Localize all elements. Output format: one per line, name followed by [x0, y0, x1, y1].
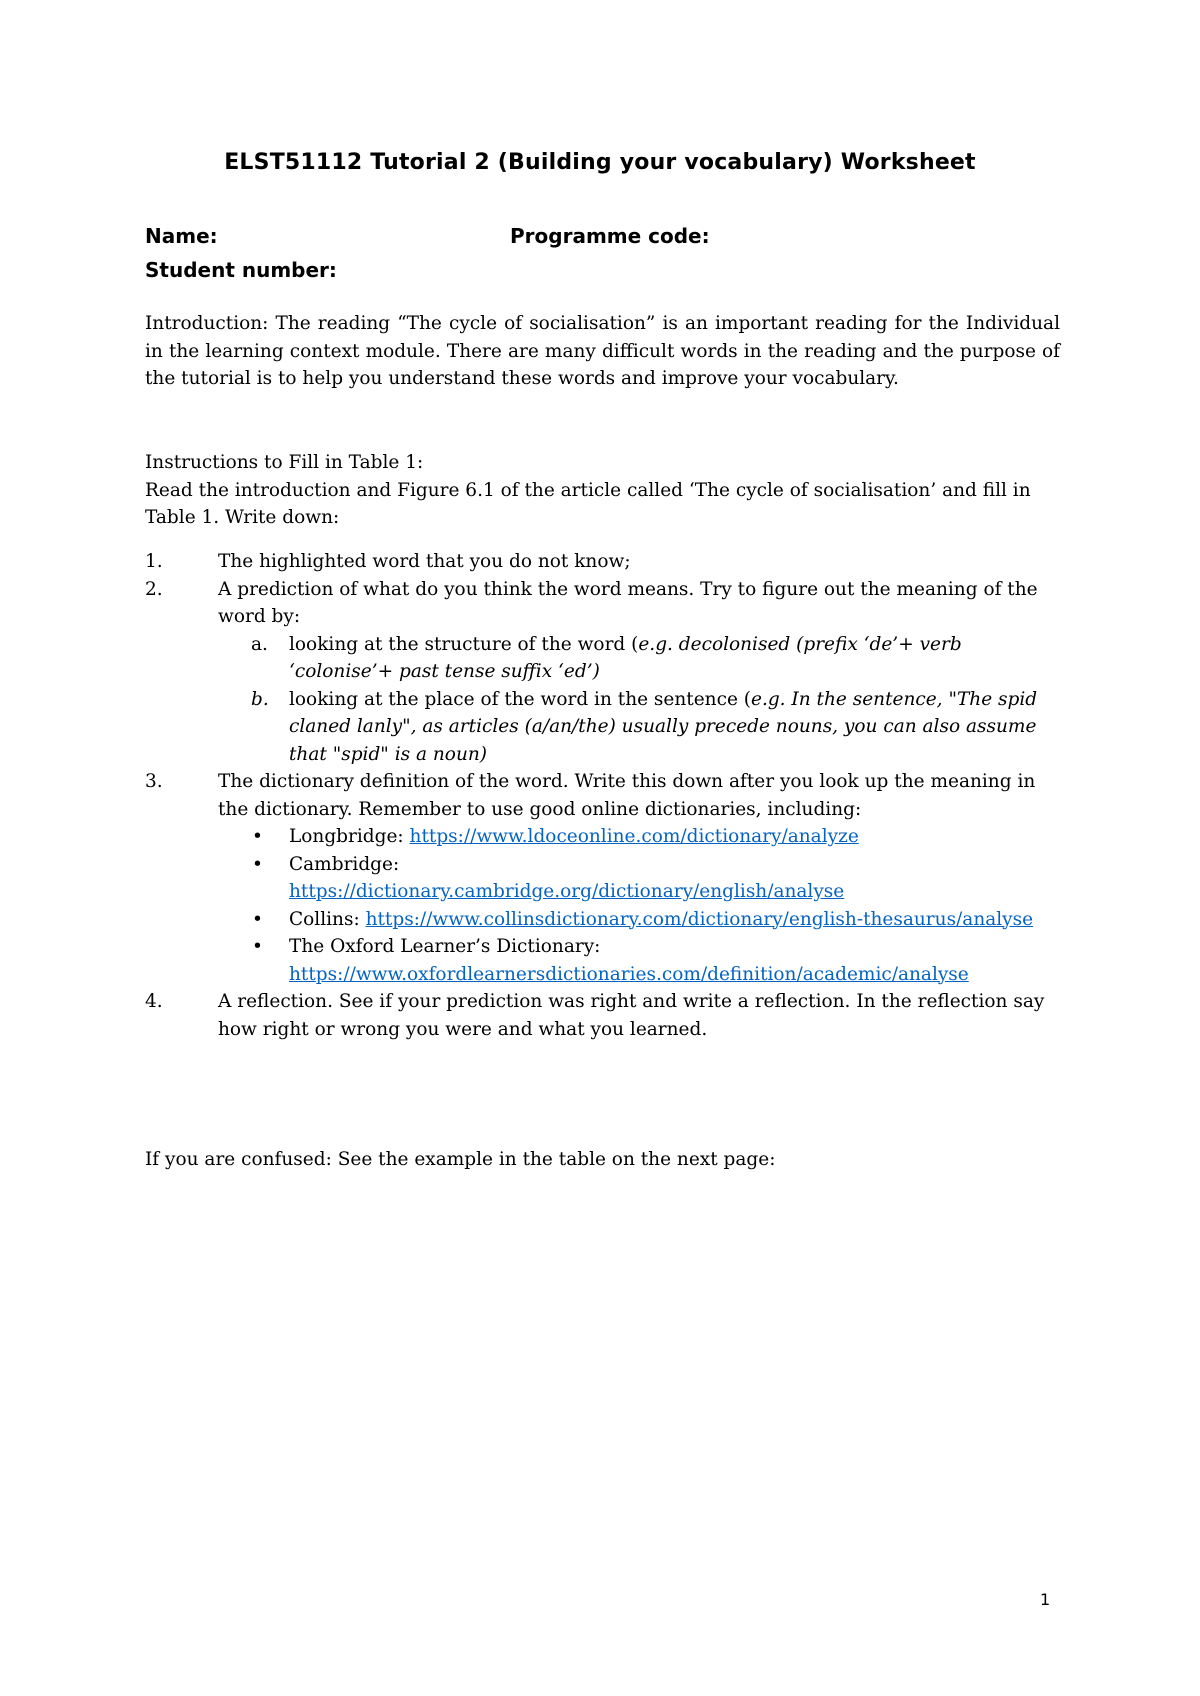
instructions-text: Read the introduction and Figure 6.1 of the article called ‘The cycle of socialisation’ and fill in Table 1. Write down:: [145, 479, 1031, 528]
name-label: Name:: [145, 224, 218, 248]
step-number: 1.: [145, 551, 163, 572]
footer-note: If you are confused: See the example in the table on the next page:: [145, 1149, 776, 1170]
dictionary-name: Cambridge:: [289, 853, 400, 875]
step-text: A reflection. See if your prediction was right and write a reflection. In the reflection say how right or wrong you were and what you learned.: [218, 991, 1045, 1040]
sub-item: [251, 686, 1065, 769]
bullet-icon: •: [252, 908, 263, 930]
sub-item: [251, 631, 1065, 686]
bullet-icon: •: [252, 826, 263, 847]
dictionary-name: The Oxford Learner’s Dictionary:: [289, 936, 601, 957]
step-number: 3.: [145, 771, 163, 792]
dictionary-name: Longbridge:: [289, 826, 410, 847]
sub-example: e.g. decolonised (prefix ‘de’+ verb ‘colonise’+ past tense suffix ‘ed’): [289, 633, 962, 682]
sub-letter: b.: [251, 688, 269, 710]
dictionary-item: [252, 933, 1065, 988]
dictionary-item: [252, 823, 1065, 851]
step-number: 4.: [145, 991, 163, 1012]
dictionary-item: [252, 851, 1065, 906]
step-text: The dictionary definition of the word. Write this down after you look up the meaning in the dictionary. Remember to use good online dictionaries, including:: [218, 771, 1036, 820]
steps-list: [145, 548, 1065, 1043]
list-item: [145, 576, 1065, 769]
sub-text: looking at the place of the word in the sentence (: [289, 688, 751, 710]
introduction-paragraph: Introduction: The reading “The cycle of socialisation” is an important reading for the Individual in the learning context module. There are many difficult words in the reading and the purpose of the tutorial is to help you understand these words and improve your vocabulary.: [145, 313, 1060, 389]
list-item: [145, 988, 1065, 1043]
instructions-block: [145, 449, 1060, 532]
dictionary-link[interactable]: https://www.ldoceonline.com/dictionary/analyze: [409, 826, 859, 847]
dictionary-link[interactable]: https://www.oxfordlearnersdictionaries.com/definition/academic/analyse: [289, 963, 969, 985]
programme-code-label: Programme code:: [510, 224, 710, 248]
bullet-icon: •: [252, 853, 263, 875]
dictionary-link[interactable]: https://www.collinsdictionary.com/dictionary/english-thesaurus/analyse: [365, 908, 1034, 930]
student-number-label: Student number:: [145, 258, 337, 282]
step-number: 2.: [145, 578, 163, 600]
page-number: 1: [1040, 1590, 1051, 1609]
dictionary-item: [252, 906, 1065, 934]
list-item: [145, 768, 1065, 988]
list-item: [145, 548, 1065, 576]
page-title: ELST51112 Tutorial 2 (Building your vocabulary) Worksheet: [224, 150, 976, 175]
sub-example: e.g. In the sentence, "The spid claned lanly", as articles (a/an/the) usually precede nouns, you can also assume that "spid" is a noun): [289, 688, 1038, 765]
sub-text: looking at the structure of the word (: [289, 633, 639, 655]
step-text: A prediction of what do you think the word means. Try to figure out the meaning of the word by:: [218, 578, 1038, 627]
sub-letter: a.: [251, 633, 268, 655]
step-text: The highlighted word that you do not know;: [218, 551, 631, 572]
instructions-heading: Instructions to Fill in Table 1:: [145, 452, 424, 473]
dictionary-name: Collins:: [289, 908, 366, 930]
bullet-icon: •: [252, 936, 263, 957]
dictionary-link[interactable]: https://dictionary.cambridge.org/dictionary/english/analyse: [289, 881, 845, 902]
